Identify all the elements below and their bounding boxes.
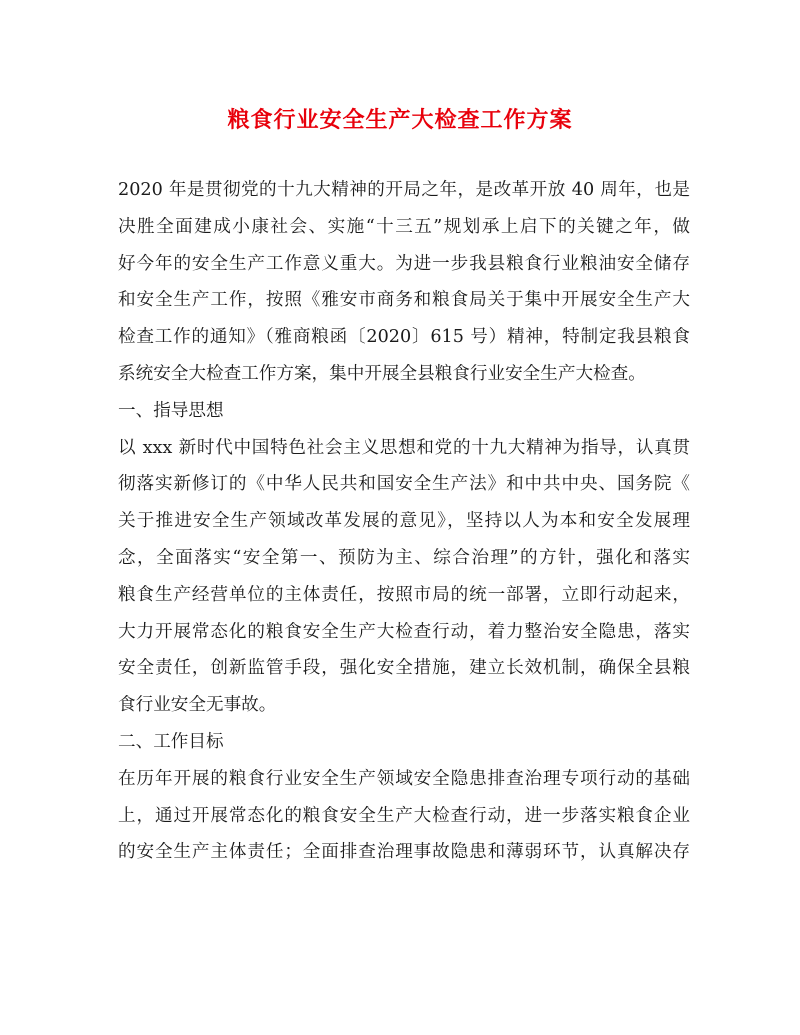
text-line: 以 xxx 新时代中国特色社会主义思想和党的十九大精神为指导，认真贯 [118,437,690,458]
text-line: 系统安全大检查工作方案，集中开展全县粮食行业安全生产大检查。 [118,363,646,384]
text-line: 彻落实新修订的《中华人民共和国安全生产法》和中共中央、国务院《 [118,474,690,495]
text-line: 好今年的安全生产工作意义重大。为进一步我县粮食行业粮油安全储存 [118,253,690,274]
text-line: 安全责任，创新监管手段，强化安全措施，建立长效机制，确保全县粮 [118,658,690,679]
text-line: 二、工作目标 [118,731,224,752]
document-title: 粮食行业安全生产大检查工作方案 [227,107,573,133]
text-line: 检查工作的通知》（雅商粮函〔2020〕615 号）精神，特制定我县粮食 [118,327,690,348]
text-line: 在历年开展的粮食行业安全生产领域安全隐患排查治理专项行动的基础 [118,768,690,789]
text-line: 一、指导思想 [118,400,224,421]
text-line: 念，全面落实“安全第一、预防为主、综合治理”的方针，强化和落实 [118,547,690,568]
text-line: 粮食生产经营单位的主体责任，按照市局的统一部署，立即行动起来， [118,584,690,605]
text-line: 决胜全面建成小康社会、实施“十三五”规划承上启下的关键之年，做 [118,216,690,237]
text-line: 和安全生产工作，按照《雅安市商务和粮食局关于集中开展安全生产大 [118,290,690,311]
text-line: 2020 年是贯彻党的十九大精神的开局之年，是改革开放 40 周年，也是 [118,180,690,200]
text-line: 大力开展常态化的粮食安全生产大检查行动，着力整治安全隐患，落实 [118,621,690,642]
text-line: 的安全生产主体责任；全面排查治理事故隐患和薄弱环节，认真解决存 [118,842,690,863]
document-body [118,172,690,871]
text-line: 食行业安全无事故。 [118,695,277,716]
text-line: 上，通过开展常态化的粮食安全生产大检查行动，进一步落实粮食企业 [118,805,690,826]
text-line: 关于推进安全生产领域改革发展的意见》，坚持以人为本和安全发展理 [118,511,690,532]
